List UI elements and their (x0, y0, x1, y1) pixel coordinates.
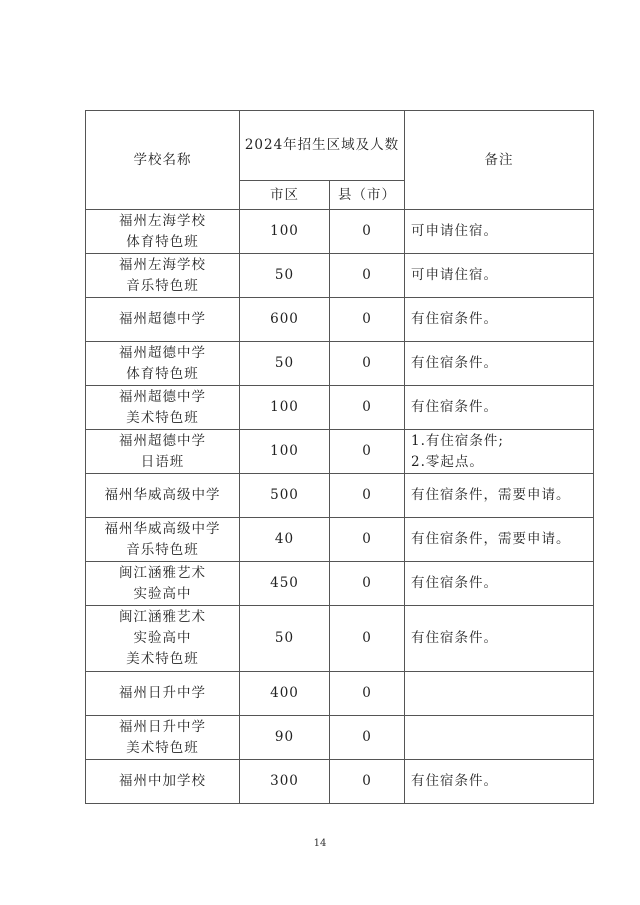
remark-cell (405, 254, 594, 298)
city-quota-cell: 50 (240, 342, 330, 386)
table-row (86, 672, 594, 716)
table-row (86, 474, 594, 518)
school-name-line: 音乐特色班 (126, 541, 199, 558)
table-row (86, 760, 594, 804)
school-name-cell (86, 474, 240, 518)
remark-cell (405, 298, 594, 342)
county-quota-cell: 0 (330, 562, 405, 606)
table-row (86, 342, 594, 386)
enrollment-table (85, 110, 594, 804)
remark-cell (405, 760, 594, 804)
school-name-cell (86, 210, 240, 254)
school-name-line: 福州华威高级中学 (104, 487, 221, 503)
school-name-cell (86, 298, 240, 342)
school-name-line: 实验高中 (133, 585, 192, 602)
city-quota-cell: 100 (240, 210, 330, 254)
school-name-cell (86, 386, 240, 430)
table-row (86, 518, 594, 562)
school-name-cell (86, 430, 240, 474)
county-quota-cell: 0 (330, 210, 405, 254)
remark-line: 有住宿条件。 (411, 355, 499, 371)
table-row (86, 606, 594, 672)
school-name-line: 福州日升中学 (119, 685, 206, 701)
city-quota-cell: 100 (240, 430, 330, 474)
remark-line: 有住宿条件。 (411, 630, 499, 646)
school-name-line: 闽江涵雅艺术 (119, 609, 206, 625)
county-quota-cell: 0 (330, 474, 405, 518)
school-name-line: 福州中加学校 (119, 773, 206, 789)
school-name-line: 福州超德中学 (119, 388, 206, 405)
table-row (86, 430, 594, 474)
header-school-name: 学校名称 (86, 111, 240, 210)
city-quota-cell: 40 (240, 518, 330, 562)
remark-line: 有住宿条件。 (411, 575, 499, 591)
remark-cell (405, 562, 594, 606)
remark-cell (405, 342, 594, 386)
school-name-line: 福州超德中学 (119, 311, 206, 327)
header-county: 县（市） (330, 181, 405, 210)
table-row (86, 254, 594, 298)
county-quota-cell: 0 (330, 342, 405, 386)
school-name-line: 美术特色班 (126, 651, 199, 667)
table-row (86, 298, 594, 342)
remark-cell (405, 606, 594, 672)
city-quota-cell: 90 (240, 716, 330, 760)
remark-line: 1.有住宿条件; (411, 432, 504, 449)
city-quota-cell: 50 (240, 606, 330, 672)
city-quota-cell: 300 (240, 760, 330, 804)
school-name-cell (86, 672, 240, 716)
school-name-line: 音乐特色班 (126, 277, 199, 294)
school-name-line: 实验高中 (133, 630, 192, 646)
school-name-line: 福州日升中学 (119, 718, 206, 735)
school-name-cell (86, 760, 240, 804)
remark-cell (405, 474, 594, 518)
county-quota-cell: 0 (330, 606, 405, 672)
school-name-line: 体育特色班 (126, 365, 199, 382)
city-quota-cell: 600 (240, 298, 330, 342)
header-quota-group: 2024年招生区域及人数 (240, 111, 405, 181)
remark-cell (405, 210, 594, 254)
school-name-cell (86, 518, 240, 562)
remark-cell (405, 430, 594, 474)
school-name-line: 福州超德中学 (119, 344, 206, 361)
school-name-cell (86, 606, 240, 672)
city-quota-cell: 100 (240, 386, 330, 430)
city-quota-cell: 450 (240, 562, 330, 606)
remark-line: 有住宿条件。 (411, 773, 499, 789)
remark-cell (405, 518, 594, 562)
remark-line: 有住宿条件。 (411, 311, 499, 327)
school-name-line: 福州华威高级中学 (104, 520, 221, 537)
school-name-cell (86, 716, 240, 760)
remark-cell (405, 672, 594, 716)
remark-cell (405, 386, 594, 430)
city-quota-cell: 50 (240, 254, 330, 298)
table-row (86, 210, 594, 254)
remark-cell (405, 716, 594, 760)
remark-line: 可申请住宿。 (411, 267, 499, 283)
county-quota-cell: 0 (330, 518, 405, 562)
county-quota-cell: 0 (330, 672, 405, 716)
school-name-line: 美术特色班 (126, 409, 199, 426)
school-name-line: 体育特色班 (126, 233, 199, 250)
school-name-line: 福州超德中学 (119, 432, 206, 449)
school-name-line: 福州左海学校 (119, 212, 206, 229)
school-name-cell (86, 342, 240, 386)
table-row (86, 562, 594, 606)
county-quota-cell: 0 (330, 716, 405, 760)
county-quota-cell: 0 (330, 254, 405, 298)
school-name-line: 福州左海学校 (119, 256, 206, 273)
city-quota-cell: 400 (240, 672, 330, 716)
header-city: 市区 (240, 181, 330, 210)
school-name-line: 闽江涵雅艺术 (119, 564, 206, 581)
remark-line: 有住宿条件，需要申请。 (411, 487, 571, 503)
table-body (86, 210, 594, 804)
page-number: 14 (313, 838, 327, 849)
table-row (86, 716, 594, 760)
school-name-line: 日语班 (140, 453, 185, 470)
school-name-line: 美术特色班 (126, 739, 199, 756)
county-quota-cell: 0 (330, 760, 405, 804)
header-remark: 备注 (405, 111, 594, 210)
remark-line: 可申请住宿。 (411, 223, 499, 239)
table-row (86, 386, 594, 430)
county-quota-cell: 0 (330, 430, 405, 474)
school-name-cell (86, 562, 240, 606)
remark-line: 2.零起点。 (411, 453, 484, 470)
remark-line: 有住宿条件。 (411, 399, 499, 415)
county-quota-cell: 0 (330, 298, 405, 342)
county-quota-cell: 0 (330, 386, 405, 430)
remark-line: 有住宿条件，需要申请。 (411, 531, 571, 547)
city-quota-cell: 500 (240, 474, 330, 518)
school-name-cell (86, 254, 240, 298)
